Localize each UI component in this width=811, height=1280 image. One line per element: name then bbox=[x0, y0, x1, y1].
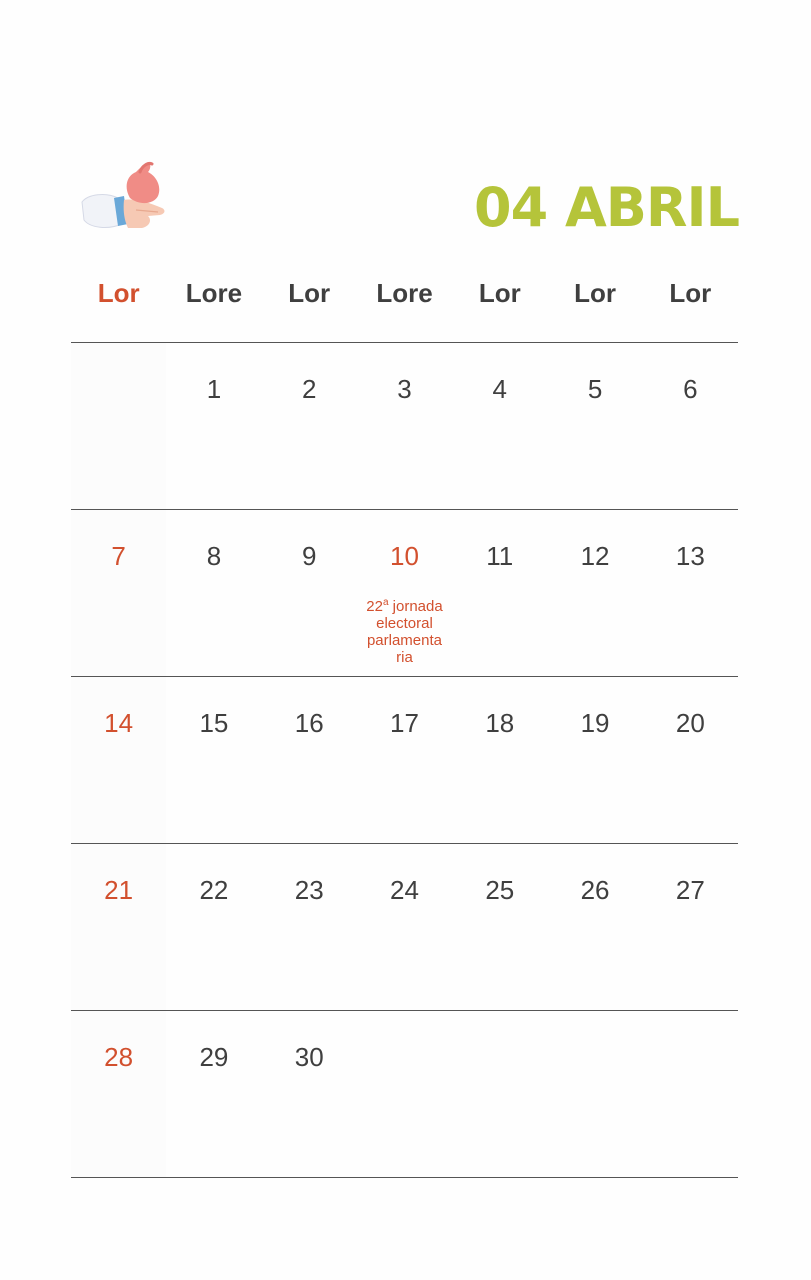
day-number: 8 bbox=[206, 541, 222, 571]
day-number: 20 bbox=[675, 708, 705, 738]
weekday-label: Lor bbox=[288, 277, 331, 308]
day-cell bbox=[452, 1011, 547, 1177]
day-number: 23 bbox=[294, 875, 324, 905]
day-number: 16 bbox=[294, 708, 324, 738]
day-cell bbox=[643, 510, 738, 676]
day-cell bbox=[71, 677, 166, 843]
day-number: 28 bbox=[104, 1042, 134, 1072]
day-cell bbox=[547, 1011, 642, 1177]
day-cell bbox=[547, 343, 642, 509]
day-number: 12 bbox=[580, 541, 610, 571]
hand-with-heart-icon bbox=[78, 158, 170, 238]
day-cell bbox=[547, 844, 642, 1010]
day-cell bbox=[166, 343, 261, 509]
day-number: 27 bbox=[675, 875, 705, 905]
day-number: 29 bbox=[199, 1042, 229, 1072]
day-number: 6 bbox=[683, 374, 698, 404]
day-cell bbox=[357, 343, 452, 509]
day-number: 10 bbox=[390, 541, 419, 571]
event-note-prefix: 22 bbox=[366, 598, 383, 615]
day-number: 14 bbox=[104, 708, 134, 738]
day-number: 22 bbox=[199, 875, 229, 905]
week-row bbox=[71, 343, 738, 510]
day-cell bbox=[643, 1011, 738, 1177]
day-cell-event bbox=[357, 510, 452, 676]
week-row bbox=[71, 510, 738, 677]
day-cell bbox=[452, 343, 547, 509]
day-cell bbox=[643, 343, 738, 509]
week-row bbox=[71, 677, 738, 844]
week-row bbox=[71, 844, 738, 1011]
day-cell bbox=[643, 844, 738, 1010]
day-cell bbox=[166, 677, 261, 843]
day-number: 26 bbox=[580, 875, 610, 905]
calendar-grid bbox=[71, 262, 738, 1178]
day-cell bbox=[166, 510, 261, 676]
day-cell bbox=[262, 1011, 357, 1177]
day-number: 30 bbox=[294, 1042, 324, 1072]
day-cell bbox=[357, 1011, 452, 1177]
day-cell bbox=[71, 343, 166, 509]
day-number: 15 bbox=[199, 708, 229, 738]
day-cell bbox=[262, 343, 357, 509]
day-number: 24 bbox=[390, 875, 419, 905]
weekday-label: Lor bbox=[478, 277, 521, 308]
day-number: 5 bbox=[587, 374, 603, 404]
day-cell bbox=[357, 844, 452, 1010]
day-cell bbox=[262, 510, 357, 676]
day-cell bbox=[262, 677, 357, 843]
day-number: 25 bbox=[485, 875, 515, 905]
week-row bbox=[71, 1011, 738, 1178]
day-cell bbox=[71, 844, 166, 1010]
event-note-superscript: a bbox=[382, 597, 389, 608]
day-number: 18 bbox=[485, 708, 515, 738]
month-title: 04 ABRIL bbox=[474, 176, 739, 239]
event-note bbox=[359, 594, 449, 666]
day-number: 7 bbox=[111, 541, 126, 571]
day-cell bbox=[166, 844, 261, 1010]
day-cell bbox=[71, 1011, 166, 1177]
day-number: 4 bbox=[492, 374, 508, 404]
weekday-label: Lore bbox=[376, 277, 433, 308]
day-number: 2 bbox=[301, 374, 317, 404]
day-cell bbox=[547, 677, 642, 843]
day-number: 17 bbox=[390, 708, 419, 738]
day-cell bbox=[262, 844, 357, 1010]
day-number: 13 bbox=[675, 541, 705, 571]
day-number: 11 bbox=[486, 541, 514, 571]
weekday-label: Lor bbox=[97, 277, 140, 308]
day-cell bbox=[547, 510, 642, 676]
day-number: 3 bbox=[397, 374, 412, 404]
day-cell bbox=[357, 677, 452, 843]
day-cell bbox=[452, 677, 547, 843]
day-number: 21 bbox=[104, 875, 134, 905]
day-cell bbox=[166, 1011, 261, 1177]
weekday-label: Lor bbox=[574, 277, 616, 308]
event-note-text: jornada electoral parlamenta ria bbox=[366, 598, 443, 666]
day-cell bbox=[452, 844, 547, 1010]
day-cell bbox=[643, 677, 738, 843]
day-number: 19 bbox=[580, 708, 610, 738]
weekday-label: Lore bbox=[185, 277, 243, 308]
day-number: 9 bbox=[301, 541, 317, 571]
day-number: 1 bbox=[206, 374, 222, 404]
day-cell bbox=[71, 510, 166, 676]
weekday-label: Lor bbox=[669, 277, 712, 308]
day-cell bbox=[452, 510, 547, 676]
weekday-header-row bbox=[71, 262, 738, 343]
